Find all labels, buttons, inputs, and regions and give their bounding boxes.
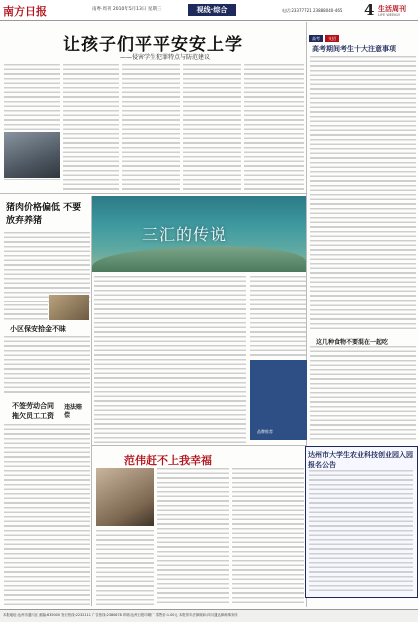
lead-column-4	[183, 64, 241, 192]
notice-body	[309, 470, 413, 594]
ad-side-body	[250, 276, 306, 358]
bottom-divider	[92, 445, 306, 446]
food-story-title: 这几种食物不要混在一起吃	[316, 339, 389, 346]
notice-title: 达州市大学生农业科技创业园入园报名公告	[308, 451, 413, 469]
pork-story-body	[4, 232, 90, 302]
right-kicker-a: 高考	[309, 35, 323, 42]
bottom-story-body-2	[157, 468, 229, 606]
pork-story-body-2	[4, 304, 48, 322]
banner-title: 三汇的传说	[142, 225, 228, 244]
lead-headline: 让孩子们平平安安上学	[63, 35, 243, 55]
pork-story-title: 猪肉价格偏低 不要放弃养猪	[6, 203, 82, 226]
lead-subhead: ——侵害学生犯罪特点与防范建议	[120, 54, 211, 61]
contact-phone: 电话:23377721 23888040-465	[282, 8, 343, 13]
newspaper-logo: 南方日报	[3, 5, 47, 18]
bottom-story-title: 范伟赶不上我幸福	[124, 454, 212, 467]
brand-ad-label: 品牌推荐	[257, 429, 273, 434]
masthead	[0, 0, 418, 21]
lead-column-3	[122, 64, 180, 192]
right-kicker-b: 支招	[325, 35, 339, 42]
labor-story-title-a: 不签劳动合同	[12, 401, 54, 410]
brand-ad-box	[250, 360, 307, 440]
bottom-story-body-3	[232, 468, 304, 606]
labor-story-title-b: 拖欠员工工资	[12, 411, 54, 420]
bottom-story-photo	[96, 468, 154, 526]
right-story-title: 高考期间考生十大注意事项	[312, 45, 396, 53]
pork-photo	[49, 295, 89, 320]
section-divider	[0, 193, 306, 194]
section-tag: 视线·综合	[188, 4, 236, 16]
lead-photo	[4, 132, 60, 178]
right-story-body	[310, 56, 416, 332]
district-story-title: 小区保安拾金不昧	[10, 324, 66, 333]
labor-story-body	[4, 424, 90, 606]
weekly-label: 生活周刊	[378, 5, 406, 13]
banner-image	[92, 196, 306, 272]
page-number: 4	[364, 1, 375, 19]
lead-column-2	[63, 64, 119, 192]
food-story-body	[310, 346, 416, 442]
weekly-en-label: LIFE WEEKLY	[378, 13, 401, 17]
footer-text: 本报地址:达州市通川区 邮编:635000 发行热线:2232111 广告热线:2380678 印刷:达州日报印刷厂 零售价:1.00元 本报常年法律顾问:四川通达律师事务所	[3, 613, 238, 617]
weekly-brand	[364, 1, 416, 18]
lead-column-5	[244, 64, 304, 192]
banner-hills	[92, 246, 306, 272]
bottom-story-body-1	[96, 530, 154, 606]
labor-story-tag: 违法赔偿	[64, 404, 83, 419]
issue-date: 南粤·周刊 2010年5月13日 星期三	[92, 7, 162, 12]
legend-story-body	[94, 276, 246, 444]
district-story-body	[4, 336, 90, 396]
